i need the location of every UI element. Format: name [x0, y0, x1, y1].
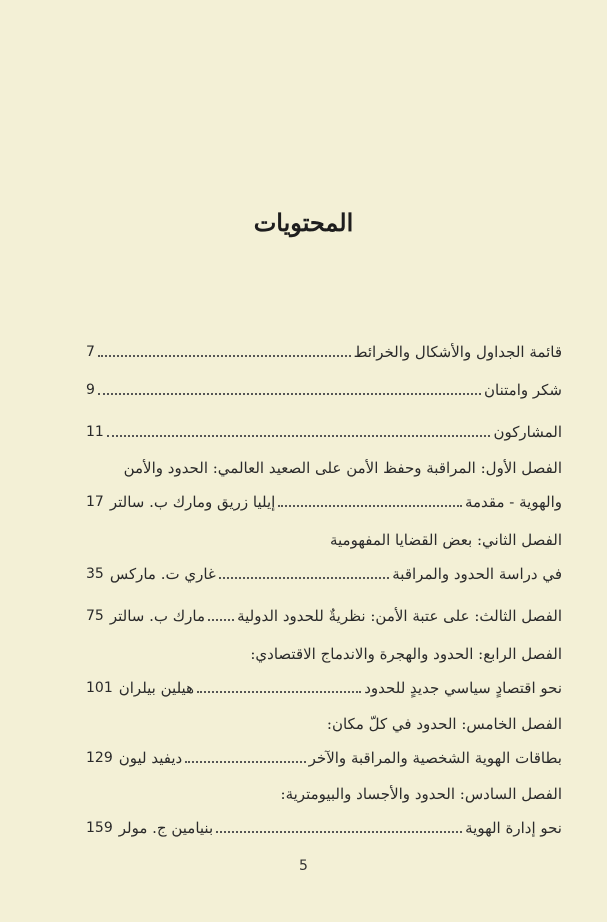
chapter-entry	[86, 674, 562, 698]
chapter-heading: الفصل الخامس: الحدود في كلّ مكان:	[326, 715, 562, 733]
leader-dots	[197, 690, 361, 693]
page-number: 5	[299, 858, 308, 874]
leader-dots	[208, 618, 234, 621]
toc-entry-page: 7	[86, 344, 95, 360]
chapter-page: 101	[86, 680, 113, 696]
chapter-subtitle: نحو إدارة الهوية	[465, 819, 562, 837]
toc-entry	[86, 418, 562, 442]
leader-dots	[98, 392, 481, 395]
chapter-author: هيلين بيلران	[118, 679, 194, 697]
chapter-author: إيليا زريق ومارك ب. سالتر	[109, 493, 276, 511]
toc-entry-title: قائمة الجداول والأشكال والخرائط	[353, 343, 562, 361]
chapter-entry	[86, 814, 562, 838]
leader-dots	[107, 434, 491, 437]
chapter-heading: الفصل الرابع: الحدود والهجرة والاندماج الاقتصادي:	[250, 645, 562, 663]
toc-entry-page: 11	[86, 424, 104, 440]
page-title: المحتويات	[253, 208, 354, 237]
chapter-entry	[86, 602, 562, 626]
leader-dots	[278, 504, 462, 507]
leader-dots	[216, 830, 462, 833]
toc-entry-page: 9	[86, 382, 95, 398]
chapter-entry	[86, 744, 562, 768]
chapter-entry	[86, 560, 562, 584]
toc-entry-title: شكر وامتنان	[484, 381, 562, 399]
chapter-author: غاري ت. ماركس	[109, 565, 216, 583]
chapter-page: 75	[86, 608, 104, 624]
chapter-subtitle: في دراسة الحدود والمراقبة	[392, 565, 562, 583]
chapter-heading: الفصل الثاني: بعض القضايا المفهومية	[329, 531, 562, 549]
chapter-heading: الفصل السادس: الحدود والأجساد والبيومترية:	[280, 785, 562, 803]
leader-dots	[185, 760, 305, 763]
chapter-author: بنيامين ج. مولر	[118, 819, 214, 837]
chapter-heading: الفصل الأول: المراقبة وحفظ الأمن على الصعيد العالمي: الحدود والأمن	[123, 459, 562, 477]
chapter-author: مارك ب. سالتر	[109, 607, 205, 625]
toc-entry	[86, 376, 562, 400]
toc-entry	[86, 338, 562, 362]
chapter-heading: الفصل الثالث: على عتبة الأمن: نظريةٌ للحدود الدولية	[237, 607, 562, 625]
chapter-page: 159	[86, 820, 113, 836]
chapter-page: 35	[86, 566, 104, 582]
chapter-subtitle: نحو اقتصادٍ سياسي جديدٍ للحدود	[364, 679, 562, 697]
chapter-entry	[86, 488, 562, 512]
chapter-author: ديفيد ليون	[118, 749, 183, 767]
leader-dots	[98, 354, 351, 357]
chapter-subtitle: بطاقات الهوية الشخصية والمراقبة والآخر	[308, 749, 562, 767]
chapter-subtitle: والهوية - مقدمة	[464, 493, 562, 511]
toc-entry-title: المشاركون	[493, 423, 562, 441]
leader-dots	[219, 576, 390, 579]
chapter-page: 17	[86, 494, 104, 510]
chapter-page: 129	[86, 750, 113, 766]
